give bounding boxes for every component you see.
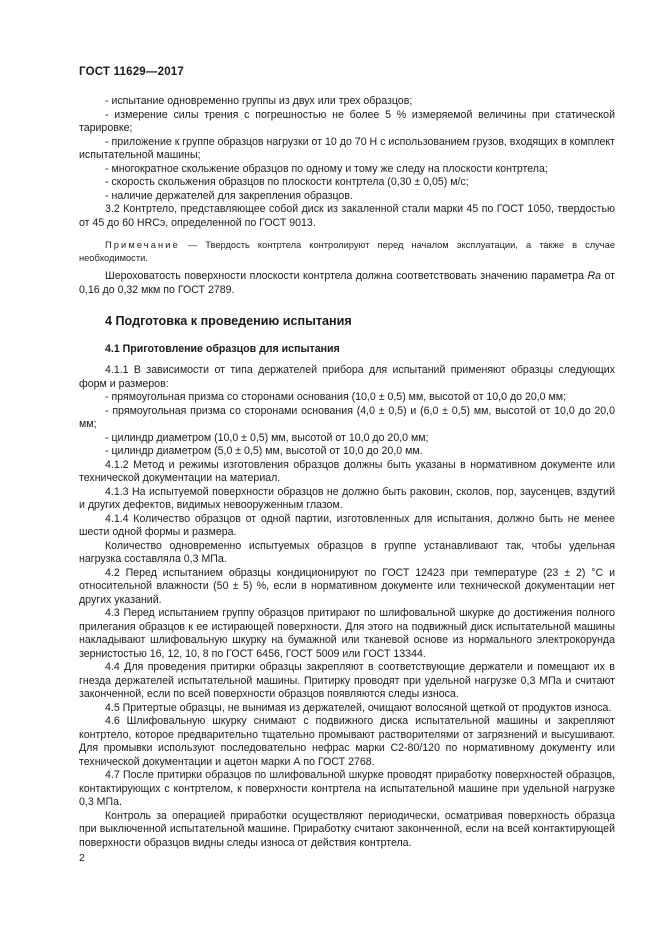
list-item: - испытание одновременно группы из двух или трех образцов; [105,95,413,107]
roughness-text-start: Шероховатость поверхности плоскости контртела должна соответствовать значению параметра [105,270,588,282]
paragraph-4-1-2: 4.1.2 Метод и режимы изготовления образцов должны быть указаны в нормативном документе или технической документации на материал. [79,458,615,484]
page-body [79,95,615,850]
list-item: - приложение к группе образцов нагрузки от 10 до 70 Н с использованием грузов, входящих в комплект испытательной машины; [79,135,615,161]
note-text: Твердость контртела контролируют перед началом эксплуатации, а также в случае необходимости. [79,240,615,263]
paragraph-4-1-4: 4.1.4 Количество образцов от одной партии, изготовленных для испытания, должно быть не менее шести одной формы и размера. [79,512,615,538]
paragraph-4-6: 4.6 Шлифовальную шкурку снимают с подвижного диска испытательной машины и закрепляют контртело, которое предварительно тщательно промывают растворителями от загрязнений и высушивают. Для промывки используют последовательно нефрас марки С2-80/120 по нормативному документу или технической документации и ацетон марки А по ГОСТ 2768. [79,715,615,768]
note-paragraph [79,239,615,264]
paragraph-count: Количество одновременно испытуемых образцов в группе устанавливают так, чтобы удельная нагрузка составляла 0,3 МПа. [79,539,615,565]
section-4-title: 4 Подготовка к проведению испытания [105,314,352,328]
list-item: - скорость скольжения образцов по плоскости контртела (0,30 ± 0,05) м/с; [105,176,469,188]
document-header: ГОСТ 11629—2017 [79,66,184,78]
list-item: - многократное скольжение образцов по одному и тому же следу на плоскости контртела; [105,162,548,175]
paragraph-4-7: 4.7 После притирки образцов по шлифовальной шкурке проводят приработку поверхностей образцов, контактирующих с контртелом, к поверхности контртела на испытательной машине при удельной нагрузке 0,3 МПа. [79,769,615,808]
paragraph-4-3: 4.3 Перед испытанием группу образцов притирают по шлифовальной шкурке до достижения полного прилегания образцов к ее истирающей поверхности. Для этого на подвижный диск испытательной машины накладывают шлифовальную шкурку на бумажной или тканевой основе из нормального электрокорунда зернистостью 16, 12, 10, 8 по ГОСТ 6456, ГОСТ 5009 или ГОСТ 13344. [79,607,615,660]
note-dash: — [179,240,206,250]
roughness-text-end: от 0,16 до 0,32 мкм по ГОСТ 2789. [79,270,615,296]
list-item: - прямоугольная призма со сторонами основания (4,0 ± 0,5) и (6,0 ± 0,5) мм, высотой от 10,0 до 20,0 мм; [79,404,615,430]
paragraph-3-2: 3.2 Контртело, представляющее собой диск из закаленной стали марки 45 по ГОСТ 1050, твердостью от 45 до 60 HRCэ, определенной по ГОСТ 9013. [79,203,615,229]
page-number: 2 [79,852,85,864]
note-label: Примечание [105,240,180,250]
subsection-4-1-title: 4.1 Приготовление образцов для испытания [105,342,340,355]
paragraph-4-2: 4.2 Перед испытанием образцы кондиционируют по ГОСТ 12423 при температуре (23 ± 2) °C и относительной влажности (50 ± 5) %, если в нормативном документе или технической документации нет других указаний. [79,566,615,606]
list-item: - наличие держателей для закрепления образцов. [105,189,353,202]
paragraph-4-5: 4.5 Притертые образцы, не вынимая из держателей, очищают волосяной щеткой от продуктов износа. [105,701,612,714]
list-item: - прямоугольная призма со сторонами основания (10,0 ± 0,5) мм, высотой от 10,0 до 20,0 мм; [105,391,567,403]
paragraph-4-4: 4.4 Для проведения притирки образцы закрепляют в соответствующие держатели и помещают их в гнезда держателей испытательной машины. Притирку проводят при удельной нагрузке 0,3 МПа и считают законченной, если по всей поверхности образцов появляются следы износа. [79,661,615,700]
paragraph-control: Контроль за операцией приработки осуществляют периодически, осматривая поверхность образца при выключенной испытательной машине. Приработку считают законченной, если на всей контактирующей поверхности образцов видны следы износа от действия контртела. [79,809,615,849]
list-item: - цилиндр диаметром (10,0 ± 0,5) мм, высотой от 10,0 до 20,0 мм; [105,431,429,444]
roughness-param: Ra [587,270,602,282]
paragraph-4-1-1: 4.1.1 В зависимости от типа держателей прибора для испытаний применяют образцы следующих форм и размеров: [79,364,615,390]
roughness-paragraph [79,270,615,297]
list-item: - цилиндр диаметром (5,0 ± 0,5) мм, высотой от 10,0 до 20,0 мм. [105,445,423,457]
list-item: - измерение силы трения с погрешностью не более 5 % измеряемой величины при статической тарировке; [79,108,615,134]
paragraph-4-1-3: 4.1.3 На испытуемой поверхности образцов не должно быть раковин, сколов, пор, заусенцев, вздутий и других дефектов, видимых невооруженным глазом. [79,485,615,511]
